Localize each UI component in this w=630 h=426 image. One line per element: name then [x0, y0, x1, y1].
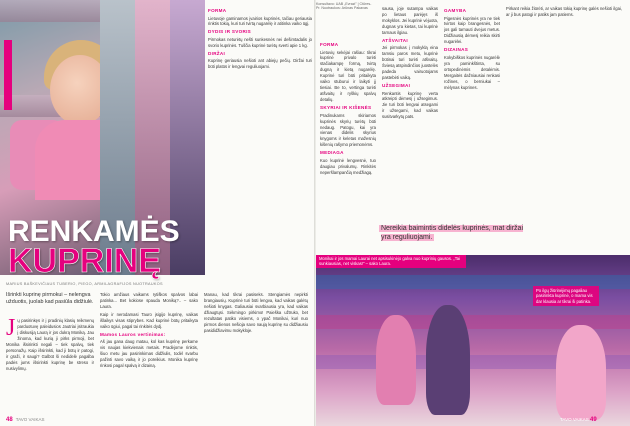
section-heading: FORMA	[320, 42, 339, 47]
sidebar-text: Kuprinę geriausia nešioti ant abiejų pečių. Diržai turi būti platūs ir lengvai reguliuojami.	[208, 58, 312, 70]
column-2-text: Kaip ir nerodamasi Tauro įsigijo kuprinę, vaikas išlaikys visas stiprybes. Kad kuprinė būtų pritaikyta vaiko ūgiui, pagal tai rinkitės dydį.	[100, 311, 198, 329]
page-number: 48	[6, 417, 13, 423]
section-tab	[4, 40, 12, 110]
section-text: Lietuvių sekėjai rašiau: tikrai kuprinė privalo turėti stačiakampę formą, tvirtą dugną ir kietą nugarėlę. Kuprinė turi būti pritaikyta vaiko stuburui ir laikyti jį tiesiai. Be to, vertinga turėti atšvaitų ir ryškių spalvų detalių.	[320, 49, 376, 103]
pull-quote	[381, 224, 523, 242]
section-heading: UŽSEGIMAI	[382, 83, 411, 88]
mother-review-heading: Mamos Lauros vertinimas:	[100, 331, 166, 337]
left-folio	[6, 417, 44, 423]
headline-line-1: RENKAMĖS	[8, 215, 180, 248]
sidebar-column	[208, 6, 312, 274]
section-heading: GAMYBA	[444, 8, 467, 13]
consultant-credit: Konsultavo: UAB „Evrazi" | Ctūres-Pr. Nuotraukos: Arūnas Pakavas	[316, 2, 372, 10]
article-headline	[8, 215, 180, 280]
magazine-name: TAVO VAIKAS	[560, 417, 589, 422]
article-column-3	[204, 292, 308, 416]
sidebar-heading: DIRŽAI	[208, 50, 226, 56]
section-text: Kokybiškos kuprinės nugarėlė yra paminkštinta, su ortopedinėmis detalėmis. Mergaitės dažniausiai renkasi rožines, o berniukai – mėlynas kuprines.	[444, 54, 500, 90]
column-2-intro: Tokio amžiaus vaikams rytiškos spalvos labai patinka... Bet kokiose spauda Moniką?.. – sako Laura.	[100, 292, 198, 309]
photo-caption: Monikai ir jos mamai Laurai net apsisukinėjo galva nuo kuprinių gausos. „Tai sunkiausias, net viskas!" – sako Laura.	[316, 255, 466, 268]
child-figure	[376, 315, 416, 405]
right-column-1	[320, 40, 376, 252]
sidebar-text: Lietuvoje gaminamos įvairios kuprinės, tačiau geriausia rinktis tokią, kuri turi tvirtą nugarėlę ir atitinka vaiko ūgį.	[208, 15, 312, 27]
headline-line-2: KUPRINĘ	[8, 241, 162, 280]
section-text: Kuo kuprinė lengvesnė, tuo daugiau privalumų. Rinkitės neperšlampančią medžiagą.	[320, 157, 376, 175]
section-text: Pirkant reikia žiūrėti, ar vaikas tokią kuprinę galės nešioti ilgai, ar ji bus patogi ir patiks jam patiems.	[506, 6, 622, 17]
mother-figure	[426, 305, 470, 415]
section-text: Renkantis kuprinę verta atkreipti dėmesį į užsegimus. Jie turi būti lengvai atsegami ir užsegami, kad vaikas susitvarkytų pats.	[382, 90, 438, 120]
store-photo	[316, 255, 630, 426]
section-text: Jei pirmokas į mokyklą eina tamsiu paros metu, kuprinė būtinai turi turėti atšvaitų. Šviesą atspindinčios juostelės padeda vairuotojams pastebėti vaiką.	[382, 45, 438, 81]
article-column-1	[6, 318, 94, 416]
photo-credit: MARIUS BAŠKEVIČIAUS TUBERIO, PIEGO, ARMILAGRAFIJOS NUOTRAUKOS	[6, 282, 163, 286]
section-text: Pradinukams skiriamos kuprinės skyrių turėtų būti nedaug. Patogu, kai yra vienas didelis skyrius knygoms ir keletas mažesnių kišenių rašymo priemonėms.	[320, 112, 376, 148]
section-heading: DIZAINAS	[444, 47, 469, 53]
sidebar-heading: DYDIS IR SVORIS	[208, 29, 252, 35]
column-3-text: Manau, kad tikrai pasiseks. Stengiamės nepirkti brangiausių. Kuprinė turi būti lengva, kad vaikas galėtų nešioti knygas. Galiausiai svarbiausia yra, kad vaikas džiaugtųsi. Sėkmingo pirkimo! Paieška užtruko, bet rezultatas patiko visiems, o ypač Monikai, kuri nuo pirmos dienos nešioja savo naują kuprinę su didžiausiu pasididžiavimu mokykloje.	[204, 292, 308, 333]
dropcap: J	[6, 318, 16, 341]
section-heading: MEDIAGA	[320, 150, 344, 156]
sidebar-text: Pirmokas neturėtų nešti sunkesnės nei dešimtadalis jo svorio kuprinės. Tuščia kuprinė turėtų sverti apie 1 kg.	[208, 36, 312, 48]
column-intro: sausa, joje sutampa vaikas po lietaus parėjęs iš mokyklos. Jei kuprinė vėjuota, dugnas yra kietas, tai kuprinė tarnaus ilgiau.	[382, 6, 438, 35]
right-column-4	[506, 6, 622, 250]
pull-quote-text: Nereikia baimintis didelės kuprinės, mat diržai yra reguliuojami.	[381, 225, 524, 242]
magazine-name: TAVO VAIKAS	[15, 417, 45, 422]
child-figure	[556, 325, 606, 420]
photo-caption-side: Po ilgų žiūrinėjimų pagaliau pasirinkta kuprinė, o mama vis dar klausia ar tikrai ši patinka.	[533, 286, 599, 306]
right-column-2	[382, 6, 438, 220]
column-1-text: ų pasirinkęs ir į pradinių klasių reikmenų parduotuvę paleidusios Jautriai įsitraukia į diskusiją Laurą ir jos dukrą Moniką. Jau žinoma, kad kurią ji pirks pirmoji, bet Monika išsirinkti negali – tiek spalvų, tiek personažų. Kaip išsirinkti, kad ji būtų ir patogi, ir graži, ir saugi? Galbūt ši nedidelė pagalba padės jums išsirinkti kuprinę be streso ir nusivylimų.	[6, 318, 94, 371]
right-column-3	[444, 6, 500, 250]
article-lead: Išrinkti kuprinę pirmokui – nelengva užduotis, juolab kad pasiūla didžiulė.	[6, 292, 94, 306]
page-number: 49	[590, 417, 597, 423]
section-heading: SKYRIAI IR KIŠENĖS	[320, 105, 372, 111]
article-column-2	[100, 292, 198, 416]
sidebar-heading: FORMA	[208, 8, 227, 13]
mother-review-quote: Aš jau gana daug matau, kol kas kuprinę perkame vis naujas kiekvienais metais. Pradėjome rinktis, šiuo metu jau pasirinkimas didžiulis, todėl svarbu pažinti savo vaiką ir jo poreikius. Monika kuprinę rinkosi pagal spalvą ir dizainą.	[100, 339, 198, 369]
section-text: Pigesnės kuprinės yra ne tiek tvirtos kaip brangesnės, bet jos gali tarnauti dvejus metus. Didžiausią dėmesį reikia skirti nugarėlei.	[444, 15, 500, 45]
right-folio	[560, 417, 600, 423]
section-heading: ATŠVAITAI	[382, 37, 408, 43]
